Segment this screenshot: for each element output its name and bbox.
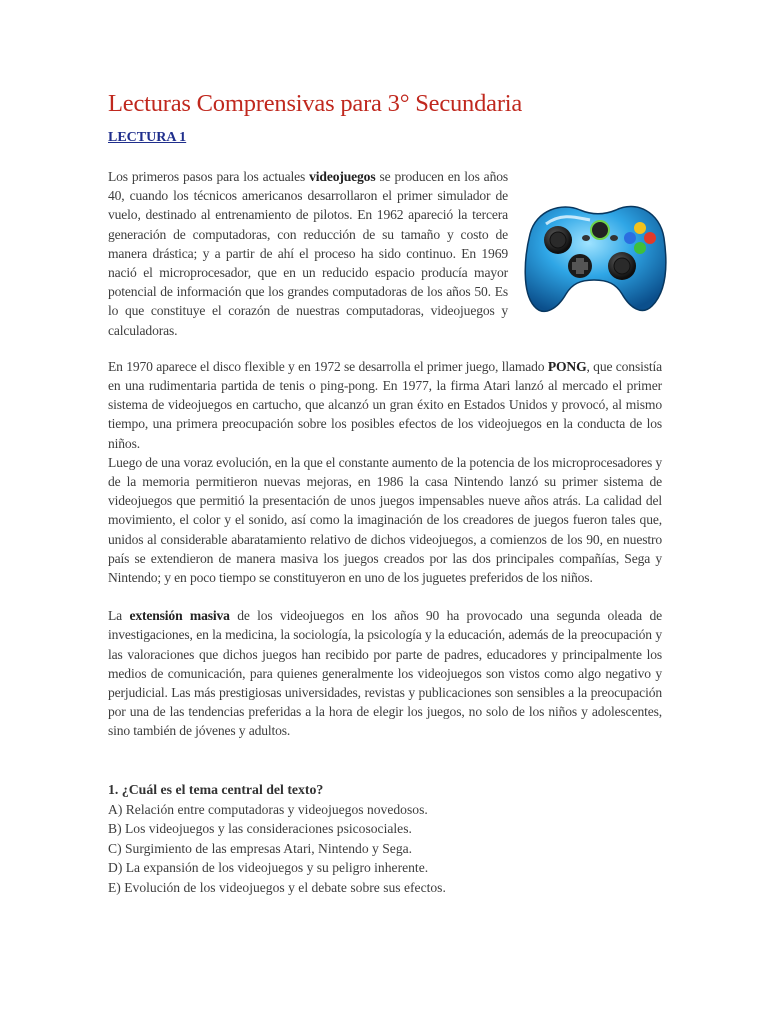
paragraph-4: La extensión masiva de los videojuegos en los años 90 ha provocado una segunda oleada de investigaciones, en la medicina, la sociología, la psicología y la educación, además de la preocupación y las valoraciones que dichos juegos han recibido por parte de padres, educadores y principalmente los medios de comunicación, para quienes generalmente los videojuegos son vistos como algo negativo y perjudicial. Las más prestigiosas universidades, revistas y publicaciones son sensibles a la preocupación por una de las tendencias preferidas a la hora de elegir los juegos, no solo de los niños y adolescentes, sino también de jóvenes y adultos. — [108, 608, 662, 739]
lectura-heading: LECTURA 1 — [108, 130, 187, 145]
paragraph-3: Luego de una voraz evolución, en la que el constante aumento de la potencia de los microprocesadores y de la memoria permitieron nuevas mejoras, en 1986 la casa Nintendo lanzó su primer sistema de videojuegos que permitió la presentación de unos juegos impensables nueve años atrás. La calidad del movimiento, el color y el sonido, así como la imaginación de los creadores de juegos fueron tales que, unidos al considerable abaratamiento relativo de dichos videojuegos, a comienzos de los 90, en nuestro país se extendieron de manera masiva los juegos creados por las dos principales compañías, Sega y Nintendo; y en poco tiempo se constituyeron en uno de los juguetes preferidos de los niños. — [108, 454, 662, 586]
question-text: 1. ¿Cuál es el tema central del texto? — [108, 781, 324, 797]
paragraph-1: Los primeros pasos para los actuales videojuegos se producen en los años 40, cuando los técnicos americanos desarrollaron el primer simulador de vuelo, destinado al entrenamiento de pilotos. En 1962 apareció la tercera generación de computadoras, con reducción de su tamaño y costo de manera drástica; y a partir de ahí el proceso ha sido continuo. En 1969 nació el microprocesador, que en un reducido espacio producía mayor potencial de información que los grandes computadoras de los años 50. Es lo que constituye el corazón de nuestras computadoras, videojuegos y calculadoras. — [108, 167, 662, 340]
option-a: A) Relación entre computadoras y videojuegos novedosos. — [108, 801, 428, 817]
gamepad-icon — [518, 188, 670, 322]
question-block — [108, 780, 662, 898]
option-b: B) Los videojuegos y las consideraciones psicosociales. — [108, 821, 412, 837]
option-c: C) Surgimiento de las empresas Atari, Nintendo y Sega. — [108, 840, 413, 856]
option-e: E) Evolución de los videojuegos y el debate sobre sus efectos. — [108, 879, 446, 895]
page-title: Lecturas Comprensivas para 3° Secundaria — [108, 90, 523, 117]
paragraph-2: En 1970 aparece el disco flexible y en 1972 se desarrolla el primer juego, llamado PONG, que consistía en una rudimentaria partida de tenis o ping-pong. En 1977, la firma Atari lanzó al mercado el primer sistema de videojuegos en cartucho, que alcanzó un gran éxito en Estados Unidos y provocó, al mismo tiempo, una primera preocupación sobre los posibles efectos de los videojuegos en la conducta de los niños. — [108, 358, 662, 451]
option-d: D) La expansión de los videojuegos y su peligro inherente. — [108, 860, 429, 876]
document-page — [108, 86, 662, 897]
controller-image — [518, 188, 670, 322]
